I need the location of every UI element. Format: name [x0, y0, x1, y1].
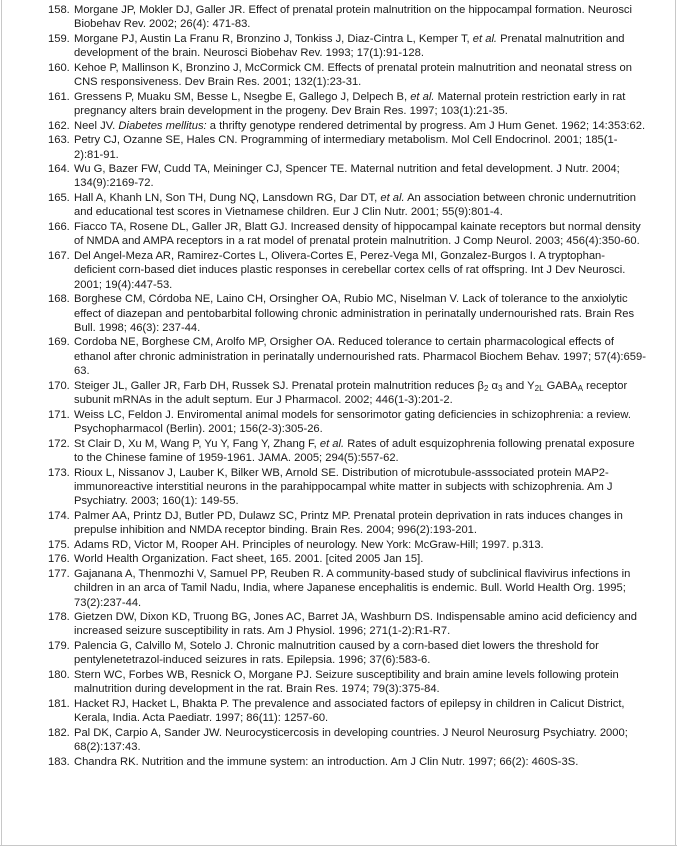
- reference-text-part: Palmer AA, Printz DJ, Butler PD, Dulawz SC, Printz MP. Prenatal protein deprivation in rats induces changes in prepulse inhibition and NMDA receptor binding. Brain Res. 2004; 996(2):193-201.: [74, 509, 623, 537]
- reference-text: [74, 134, 617, 160]
- reference-text-part: a thrifty genotype rendered detrimental by progress. Am J Hum Genet. 1962; 14:353:62.: [206, 119, 646, 132]
- reference-italic: et al.: [319, 437, 345, 450]
- reference-item: [46, 249, 646, 292]
- reference-text-part: Hall A, Khanh LN, Son TH, Dung NQ, Lansdown RG, Dar DT,: [74, 191, 381, 204]
- reference-italic: Diabetes mellitus:: [118, 119, 207, 132]
- reference-text-part: GABA: [543, 379, 578, 392]
- reference-text: [74, 62, 632, 88]
- reference-number: 159.: [48, 32, 70, 45]
- reference-item: [46, 191, 646, 220]
- reference-text: [74, 467, 613, 508]
- reference-text-part: Morgane PJ, Austin La Franu R, Bronzino J, Tonkiss J, Diaz-Cintra L, Kemper T,: [74, 32, 473, 45]
- reference-item: [46, 379, 646, 408]
- reference-item: [46, 538, 646, 552]
- reference-number: 160.: [48, 61, 70, 74]
- reference-text: [74, 33, 625, 59]
- reference-text-part: Neel JV.: [74, 119, 119, 132]
- reference-text-part: St Clair D, Xu M, Wang P, Yu Y, Fang Y, Zhang F,: [74, 437, 320, 450]
- reference-text-part: Pal DK, Carpio A, Sander JW. Neurocysticercosis in developing countries. J Neurol Neurosurg Psychiatry. 2000; 68(2):137:43.: [74, 726, 628, 754]
- reference-italic: et al.: [472, 32, 498, 45]
- page-border-right: [675, 0, 676, 846]
- reference-item: [46, 466, 646, 509]
- reference-text-part: Petry CJ, Ozanne SE, Hales CN. Programming of intermediary metabolism. Mol Cell Endocrinol. 2001; 185(1-2):81-91.: [74, 134, 618, 161]
- reference-item: [46, 61, 646, 90]
- reference-text: [74, 539, 544, 551]
- reference-text: [74, 611, 637, 637]
- reference-item: [46, 668, 646, 697]
- reference-number: 171.: [48, 408, 70, 421]
- page-border-left: [1, 0, 2, 846]
- reference-text: [74, 698, 625, 724]
- reference-text-part: Gietzen DW, Dixon KD, Truong BG, Jones AC, Barret JA, Washburn DS. Indispensable amino acid deficiency and increased seizure susceptibility in rats. Am J Physiol. 1996; 271(1-2):R1-R7.: [74, 611, 637, 638]
- reference-text-part: Del Angel-Meza AR, Ramirez-Cortes L, Olivera-Cortes E, Perez-Vega MI, Gonzalez-Burgos I. A tryptophan-deficient corn-based diet induces plastic responses in cerebellar cortex cells of rat offspring. Int J Dev Neurosci. 2001; 19(4):447-53.: [74, 249, 626, 291]
- reference-number: 169.: [48, 336, 70, 349]
- reference-italic: et al.: [410, 90, 435, 103]
- reference-number: 164.: [48, 162, 70, 175]
- subscript: 2L: [534, 383, 544, 393]
- reference-number: 166.: [48, 220, 70, 233]
- reference-number: 165.: [48, 191, 70, 204]
- reference-text-part: Adams RD, Victor M, Rooper AH. Principles of neurology. New York: McGraw-Hill; 1997. p.313.: [74, 538, 544, 551]
- reference-number: 167.: [48, 249, 70, 262]
- reference-text: [74, 568, 630, 609]
- reference-item: [46, 437, 646, 466]
- reference-text-part: Kehoe P, Mallinson K, Bronzino J, McCormick CM. Effects of prenatal protein malnutrition and neonatal stress on CNS responsiveness. Dev Brain Res. 2001; 132(1):23-31.: [74, 61, 632, 89]
- reference-text-part: Rioux L, Nissanov J, Lauber K, Bilker WB, Arnold SE. Distribution of microtubule-asssociated protein MAP2-immunoreactive interstitial neurons in the parahippocampal white matter in subjects with schizophrenia. Am J Psychiatry. 2003; 160(1): 149-55.: [74, 466, 613, 508]
- reference-item: [46, 220, 646, 249]
- reference-number: 182.: [48, 726, 70, 739]
- reference-item: [46, 509, 646, 538]
- reference-text-part: World Health Organization. Fact sheet, 165. 2001. [cited 2005 Jan 15].: [74, 553, 424, 566]
- reference-item: [46, 133, 646, 162]
- reference-item: [46, 335, 646, 378]
- reference-text: [74, 510, 623, 536]
- reference-list: [46, 3, 646, 769]
- reference-item: [46, 567, 646, 610]
- reference-text: [74, 756, 578, 768]
- reference-text: [74, 438, 635, 464]
- reference-number: 158.: [48, 4, 70, 16]
- reference-item: [46, 552, 646, 566]
- reference-text-part: Borghese CM, Córdoba NE, Laino CH, Orsingher OA, Rubio MC, Niselman V. Lack of tolerance to the anxiolytic effect of diazepan and pentobarbital following chronic administration in perinatally undernourished rats. Brain Res Bull. 1998; 46(3): 237-44.: [74, 293, 635, 334]
- reference-item: [46, 32, 646, 61]
- reference-number: 170.: [48, 379, 70, 392]
- reference-text-part: and Y: [502, 379, 535, 392]
- reference-text-part: Gajanana A, Thenmozhi V, Samuel PP, Reuben R. A community-based study of subclinical flavivirus infections in children in an arca of Tamil Nadu, India, where Japanese encephalitis is endemic. Bull. World Health Org. 1995; 73(2):237-44.: [74, 567, 631, 609]
- reference-item: [46, 119, 646, 133]
- reference-number: 175.: [48, 538, 70, 551]
- reference-text-part: Maternal protein restriction early in rat pregnancy alters brain development in the progeny. Dev Brain Res. 1997; 103(1):21-35.: [74, 90, 626, 118]
- reference-item: [46, 755, 646, 769]
- reference-text-part: Prenatal malnutrition and development of the brain. Neurosci Biobehav Rev. 1993; 17(1):91-128.: [74, 32, 625, 60]
- reference-text: [74, 727, 628, 753]
- reference-text-part: receptor subunit mRNAs in the adult septum. Eur J Pharmacol. 2002; 446(1-3):201-2.: [74, 379, 628, 407]
- reference-text: [74, 669, 619, 695]
- reference-text: [74, 120, 645, 132]
- reference-text-part: An association between chronic undernutrition and educational test scores in Vietnamese children. Eur J Clin Nutr. 2001; 55(9):801-4.: [74, 191, 636, 219]
- reference-text: [74, 640, 599, 666]
- reference-text: [74, 409, 631, 435]
- reference-number: 161.: [48, 90, 70, 103]
- reference-item: [46, 162, 646, 191]
- reference-number: 172.: [48, 437, 70, 450]
- reference-text: [74, 192, 636, 218]
- subscript: 2: [483, 383, 489, 393]
- reference-number: 181.: [48, 697, 70, 710]
- reference-item: [46, 697, 646, 726]
- reference-text: [74, 553, 423, 565]
- reference-number: 176.: [48, 553, 70, 566]
- reference-number: 162.: [48, 119, 70, 132]
- reference-item: [46, 639, 646, 668]
- reference-number: 183.: [48, 755, 70, 768]
- reference-item: [46, 3, 646, 32]
- reference-number: 177.: [48, 567, 70, 580]
- reference-text-part: Gressens P, Muaku SM, Besse L, Nsegbe E, Gallego J, Delpech B,: [74, 90, 411, 103]
- reference-text-part: Wu G, Bazer FW, Cudd TA, Meininger CJ, Spencer TE. Maternal nutrition and fetal development. J Nutr. 2004; 134(9):2169-72.: [74, 162, 620, 190]
- subscript: A: [577, 383, 584, 393]
- reference-number: 168.: [48, 293, 70, 306]
- reference-text-part: Fiacco TA, Rosene DL, Galler JR, Blatt GJ. Increased density of hippocampal kainate receptors but normal density of NMDA and AMPA receptors in a rat model of prenatal protein malnutrition. J Comp Neurol. 2003; 456(4):350-60.: [74, 220, 641, 248]
- reference-text-part: Chandra RK. Nutrition and the immune system: an introduction. Am J Clin Nutr. 1997; 66(2): 460S-3S.: [74, 755, 579, 768]
- reference-text-part: α: [488, 379, 499, 392]
- reference-item: [46, 292, 646, 335]
- reference-text-part: Weiss LC, Feldon J. Enviromental animal models for sensorimotor gating deficiencies in schizophrenia: a review. Psychopharmacol (Berlin). 2001; 156(2-3):305-26.: [74, 408, 631, 436]
- reference-text-part: Rates of adult esquizophrenia following prenatal exposure to the Chinese famine of 1959-1961. JAMA. 2005; 294(5):557-62.: [74, 437, 635, 465]
- reference-item: [46, 726, 646, 755]
- reference-text-part: Hacket RJ, Hacket L, Bhakta P. The prevalence and associated factors of epilepsy in children in Calicut District, Kerala, India. Acta Paediatr. 1997; 86(11): 1257-60.: [74, 697, 625, 725]
- reference-text: [74, 163, 620, 189]
- reference-text: [74, 380, 627, 406]
- subscript: 3: [498, 383, 503, 393]
- reference-text: [74, 336, 646, 377]
- reference-text-part: Morgane JP, Mokler DJ, Galler JR. Effect of prenatal protein malnutrition on the hippocampal formation. Neurosci Biobehav Rev. 2002; 26(4): 471-83.: [74, 4, 632, 31]
- reference-text-part: Steiger JL, Galler JR, Farb DH, Russek SJ. Prenatal protein malnutrition reduces β: [74, 379, 484, 392]
- reference-italic: et al.: [380, 191, 405, 204]
- reference-item: [46, 90, 646, 119]
- reference-text-part: Cordoba NE, Borghese CM, Arolfo MP, Orsigher OA. Reduced tolerance to certain pharmacological effects of ethanol after chronic administration in perinatally undernourished rats. Pharmacol Biochem Behav. 1997; 57(4):659-63.: [74, 336, 646, 378]
- reference-number: 180.: [48, 668, 70, 681]
- reference-text: [74, 91, 625, 117]
- reference-text-part: Stern WC, Forbes WB, Resnick O, Morgane PJ. Seizure susceptibility and brain amine levels following protein malnutrition during development in the rat. Brain Res. 1974; 79(3):375-84.: [74, 668, 619, 696]
- reference-text: [74, 250, 625, 291]
- reference-text: [74, 221, 641, 247]
- reference-item: [46, 610, 646, 639]
- reference-number: 179.: [48, 639, 70, 652]
- reference-text: [74, 4, 632, 30]
- reference-number: 174.: [48, 509, 70, 522]
- reference-number: 178.: [48, 611, 70, 624]
- reference-number: 173.: [48, 466, 70, 479]
- reference-item: [46, 408, 646, 437]
- reference-text-part: Palencia G, Calvillo M, Sotelo J. Chronic malnutrition caused by a corn-based diet lowers the threshold for pentylenetetrazol-induced seizures in rats. Epilepsia. 1996; 37(6):583-6.: [74, 639, 599, 667]
- reference-number: 163.: [48, 134, 70, 147]
- reference-text: [74, 293, 634, 334]
